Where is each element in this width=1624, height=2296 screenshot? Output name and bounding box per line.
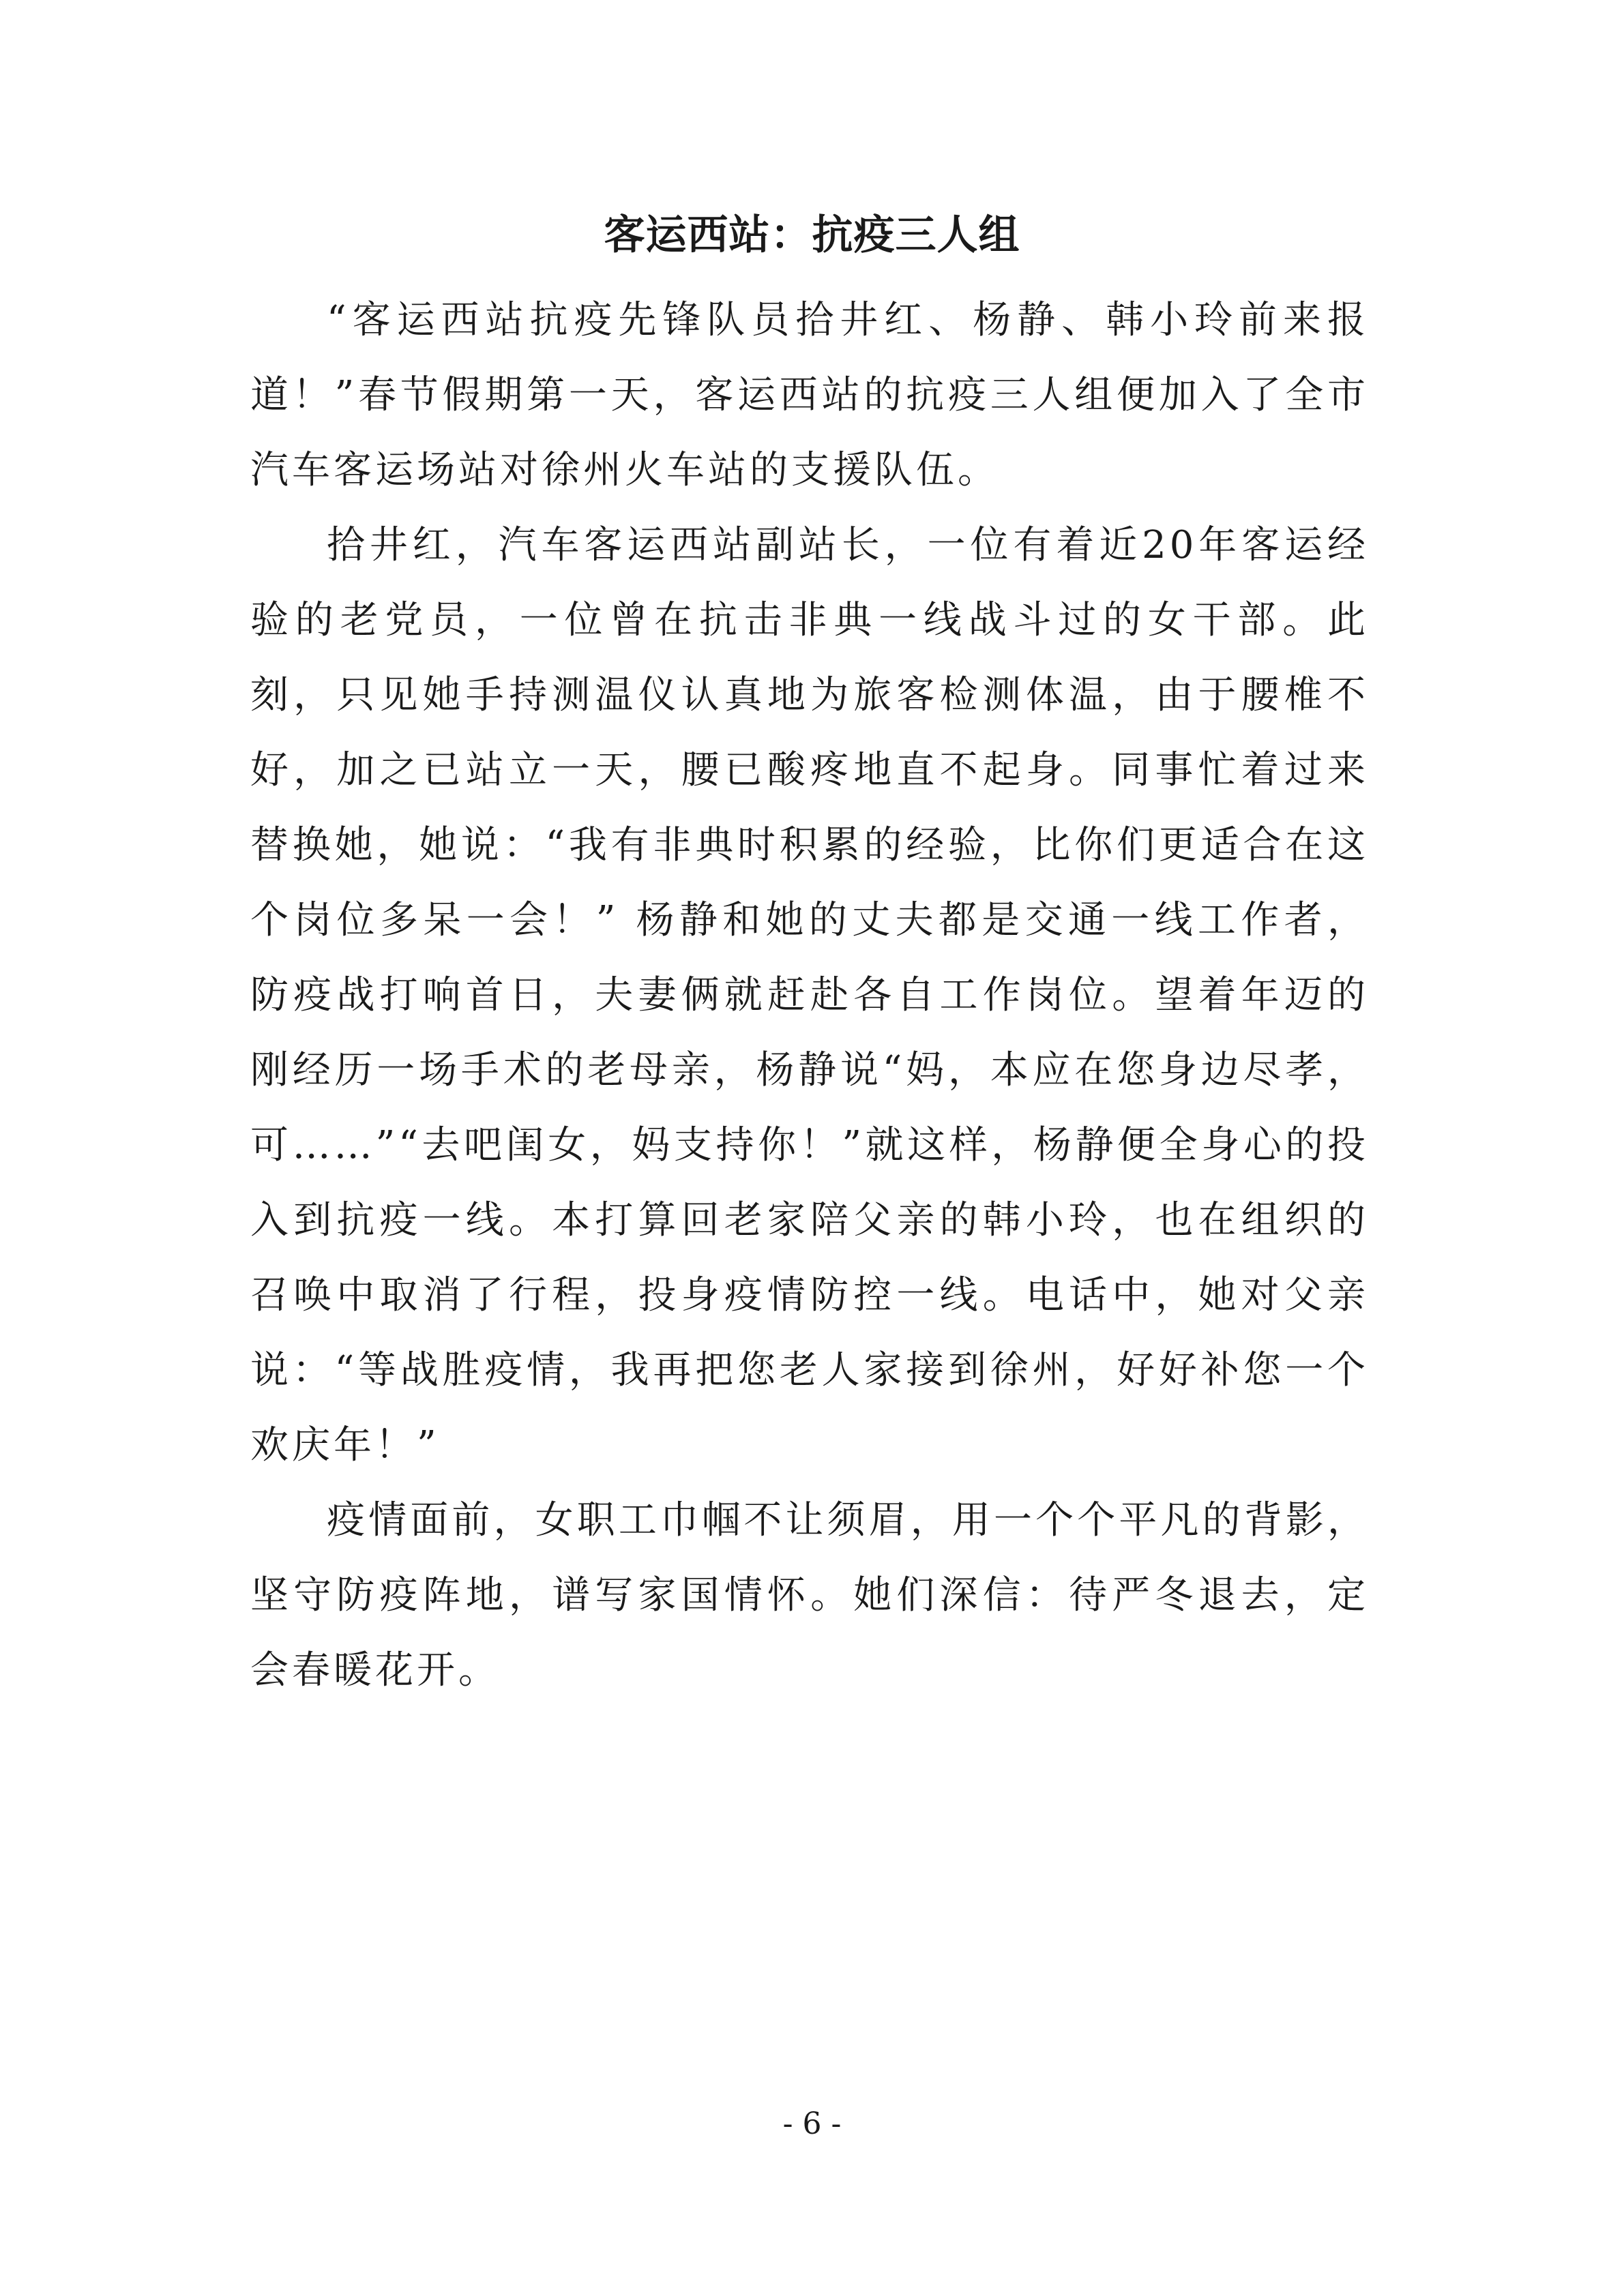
page-title: 客运西站：抗疫三人组 (604, 211, 1020, 259)
paragraph-story: 拾井红，汽车客运西站副站长，一位有着近20年客运经验的老党员，一位曾在抗击非典一线战斗过的女干部。此刻，只见她手持测温仪认真地为旅客检测体温，由于腰椎不好，加之已站立一天，腰已酸疼地直不起身。同事忙着过来替换她，她说：“我有非典时积累的经验，比你们更适合在这个岗位多呆一会！” 杨静和她的丈夫都是交通一线工作者，防疫战打响首日，夫妻俩就赶赴各自工作岗位。望着年迈的刚经历一场手术的老母亲，杨静说“妈，本应在您身边尽孝，可……”“去吧闺女，妈支持你！”就这样，杨静便全身心的投入到抗疫一线。本打算回老家陪父亲的韩小玲，也在组织的召唤中取消了行程，投身疫情防控一线。电话中，她对父亲说：“等战胜疫情，我再把您老人家接到徐州，好好补您一个欢庆年！” (250, 523, 1369, 1467)
paragraph-intro: “客运西站抗疫先锋队员拾井红、杨静、韩小玲前来报道！”春节假期第一天，客运西站的抗疫三人组便加入了全市汽车客运场站对徐州火车站的支援队伍。 (250, 298, 1369, 492)
article-body (250, 283, 1369, 1708)
page-number: - 6 - (782, 2106, 842, 2141)
paragraph-conclusion: 疫情面前，女职工巾帼不让须眉，用一个个平凡的背影，坚守防疫阵地，谱写家国情怀。她们深信：待严冬退去，定会春暖花开。 (250, 1498, 1369, 1693)
